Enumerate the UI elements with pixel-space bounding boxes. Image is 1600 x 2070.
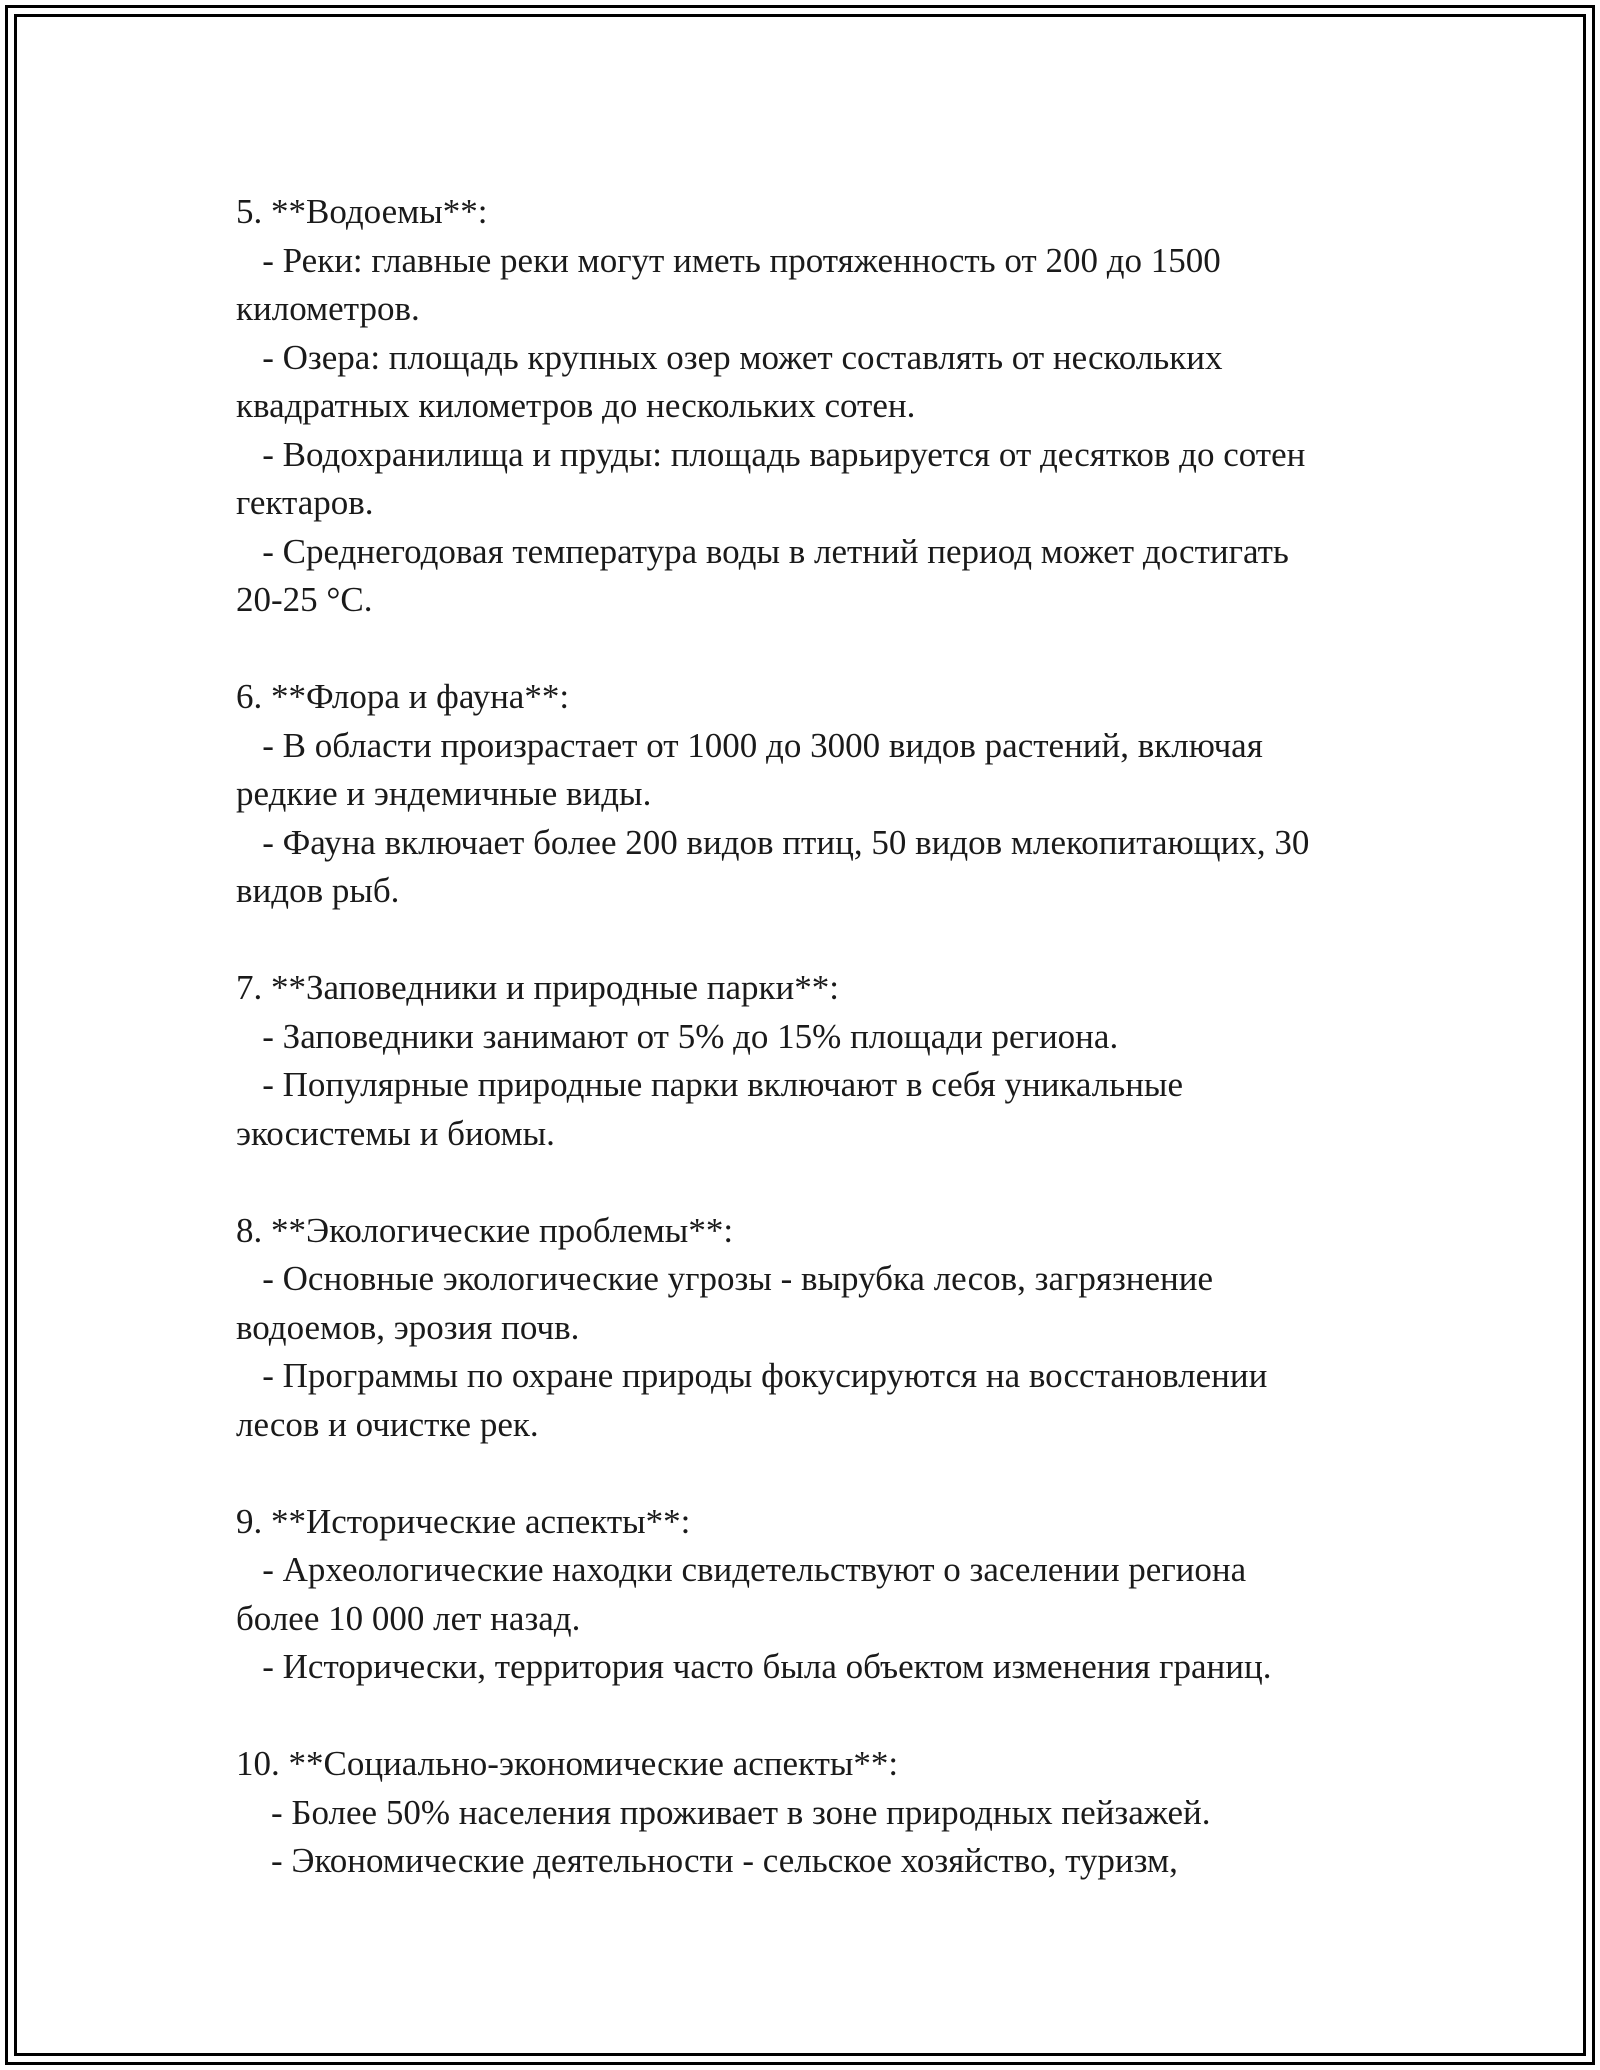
document-section: [236, 1740, 1416, 1886]
text-line: 20-25 °C.: [236, 580, 373, 619]
text-line: - Исторически, территория часто была объектом изменения границ.: [236, 1647, 1272, 1686]
text-line: - Программы по охране природы фокусируются на восстановлении: [236, 1356, 1268, 1395]
section-heading: 5. **Водоемы**:: [236, 192, 488, 231]
text-line: - Реки: главные реки могут иметь протяженность от 200 до 1500: [236, 240, 1221, 280]
text-line: - Основные экологические угрозы - вырубка лесов, загрязнение: [236, 1259, 1214, 1298]
paragraph-spacer: [236, 625, 1416, 674]
text-line: километров.: [236, 289, 420, 328]
text-line: - Среднегодовая температура воды в летний период может достигать: [236, 531, 1289, 571]
text-line: - Заповедники занимают от 5% до 15% площади региона.: [236, 1016, 1119, 1056]
document-body: [236, 188, 1416, 1886]
text-line: - Популярные природные парки включают в себя уникальные: [236, 1065, 1183, 1104]
document-section: [236, 673, 1416, 916]
text-line: - Фауна включает более 200 видов птиц, 50 видов млекопитающих, 30: [236, 822, 1310, 862]
section-heading: 9. **Исторические аспекты**:: [236, 1501, 691, 1541]
section-heading: 7. **Заповедники и природные парки**:: [236, 968, 839, 1007]
text-line: лесов и очистке рек.: [236, 1404, 539, 1444]
text-line: - Водохранилища и пруды: площадь варьируется от десятков до сотен: [236, 434, 1306, 474]
paragraph-spacer: [236, 1158, 1416, 1207]
section-heading: 6. **Флора и фауна**:: [236, 677, 570, 716]
document-section: [236, 964, 1416, 1158]
text-line: - В области произрастает от 1000 до 3000 видов растений, включая: [236, 725, 1263, 765]
text-line: гектаров.: [236, 483, 374, 522]
text-line: - Озера: площадь крупных озер может составлять от нескольких: [236, 337, 1223, 377]
text-line: экосистемы и биомы.: [236, 1113, 555, 1153]
text-line: - Экономические деятельности - сельское хозяйство, туризм,: [236, 1841, 1178, 1880]
text-line: - Археологические находки свидетельствуют о заселении региона: [236, 1550, 1247, 1589]
paragraph-spacer: [236, 916, 1416, 965]
document-section: [236, 1498, 1416, 1692]
text-line: редкие и эндемичные виды.: [236, 774, 652, 813]
text-line: водоемов, эрозия почв.: [236, 1307, 580, 1347]
text-line: видов рыб.: [236, 871, 400, 910]
paragraph-spacer: [236, 1692, 1416, 1741]
text-line: - Более 50% населения проживает в зоне природных пейзажей.: [236, 1792, 1211, 1832]
section-heading: 8. **Экологические проблемы**:: [236, 1210, 734, 1250]
document-section: [236, 188, 1416, 625]
section-heading: 10. **Социально-экономические аспекты**:: [236, 1744, 899, 1783]
text-line: квадратных километров до нескольких сотен.: [236, 386, 916, 425]
paragraph-spacer: [236, 1449, 1416, 1498]
text-line: более 10 000 лет назад.: [236, 1598, 581, 1638]
document-section: [236, 1207, 1416, 1450]
